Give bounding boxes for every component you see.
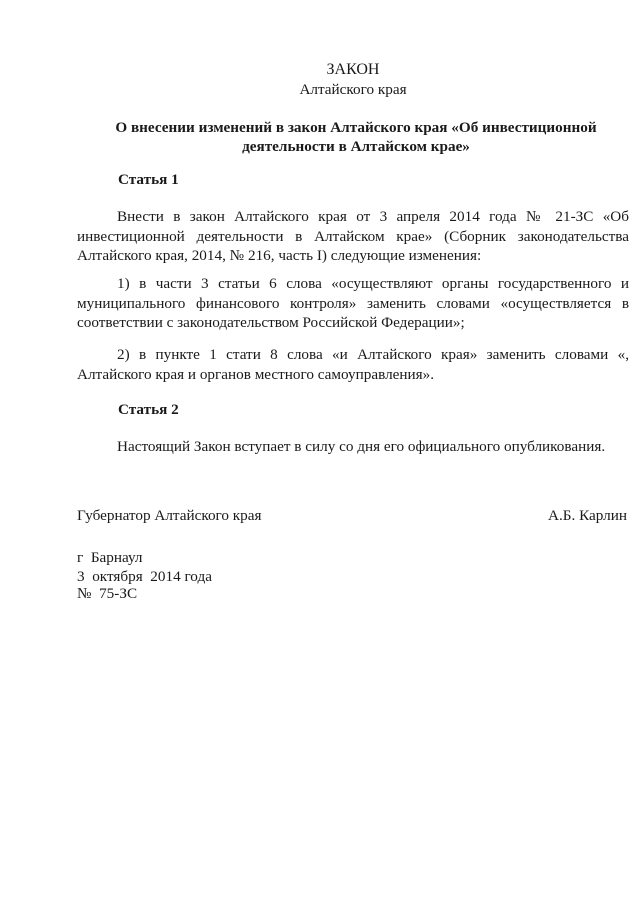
signature-position: Губернатор Алтайского края: [77, 507, 262, 524]
article-1-item-1: 1) в части 3 статьи 6 слова «осуществляют органы государственного и муниципального финансового контроля» заменить словами «осуществляется в соответствии с законодательством Российской Федерации»;: [77, 275, 629, 331]
law-number: № 75-ЗС: [77, 585, 138, 602]
article-1-intro: Внести в закон Алтайского края от 3 апреля 2014 года № 21-ЗС «Об инвестиционной деятельности в Алтайском крае» (Сборник законодательства Алтайского края, 2014, № 216, часть I) следующие изменения:: [77, 208, 629, 264]
article-2-heading: Статья 2: [118, 401, 179, 418]
article-2-text: Настоящий Закон вступает в силу со дня его официального опубликования.: [117, 438, 606, 455]
law-subject-line-2: деятельности в Алтайском крае»: [242, 138, 470, 155]
signing-date: 3 октября 2014 года: [77, 568, 212, 585]
law-subject-title: [96, 118, 616, 156]
article-1-heading: Статья 1: [118, 171, 179, 188]
document-region: Алтайского края: [299, 81, 407, 98]
signing-place: г Барнаул: [77, 549, 143, 566]
article-1-item-2: 2) в пункте 1 стати 8 слова «и Алтайского края» заменить словами «, Алтайского края и органов местного самоуправления».: [77, 346, 629, 383]
document-type-title: ЗАКОН: [326, 61, 380, 78]
signature-name: А.Б. Карлин: [548, 507, 627, 524]
law-subject-line-1: О внесении изменений в закон Алтайского края «Об инвестиционной: [115, 119, 597, 136]
